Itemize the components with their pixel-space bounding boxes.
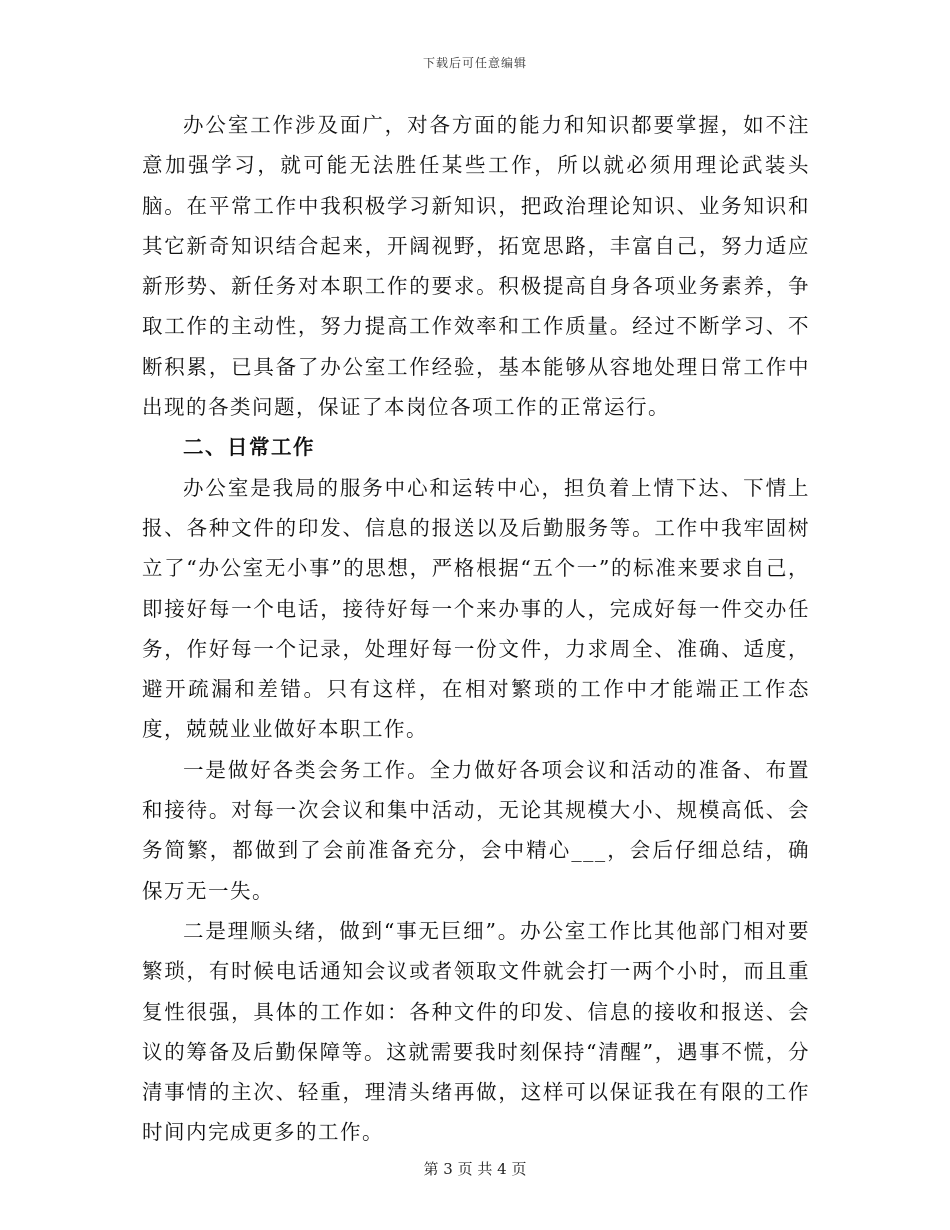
- section-heading-daily-work: 二、日常工作: [183, 435, 315, 460]
- document-body: [142, 105, 810, 1153]
- page-header-note: 下载后可任意编辑: [422, 56, 527, 70]
- page-number: 第 3 页 共 4 页: [423, 1160, 527, 1178]
- paragraph-office-role: 办公室是我局的服务中心和运转中心，担负着上情下达、下情上报、各种文件的印发、信息的报送以及后勤服务等。工作中我牢固树立了“办公室无小事”的思想，严格根据“五个一”的标准来要求自己，即接好每一个电话，接待好每一个来办事的人，完成好每一件交办任务，作好每一个记录，处理好每一份文件，力求周全、准确、适度，避开疏漏和差错。只有这样，在相对繁琐的工作中才能端正工作态度，兢兢业业做好本职工作。: [142, 475, 810, 742]
- paragraph-study: 办公室工作涉及面广，对各方面的能力和知识都要掌握，如不注意加强学习，就可能无法胜任某些工作，所以就必须用理论武装头脑。在平常工作中我积极学习新知识，把政治理论知识、业务知识和其它新奇知识结合起来，开阔视野，拓宽思路，丰富自己，努力适应新形势、新任务对本职工作的要求。积极提高自身各项业务素养，争取工作的主动性，努力提高工作效率和工作质量。经过不断学习、不断积累，已具备了办公室工作经验，基本能够从容地处理日常工作中出现的各类问题，保证了本岗位各项工作的正常运行。: [142, 113, 810, 420]
- paragraph-meeting-work: 一是做好各类会务工作。全力做好各项会议和活动的准备、布置和接待。对每一次会议和集中活动，无论其规模大小、规模高低、会务简繁，都做到了会前准备充分，会中精心___，会后仔细总结，确保万无一失。: [142, 757, 810, 903]
- paragraph-organize-tasks: 二是理顺头绪，做到“事无巨细”。办公室工作比其他部门相对要繁琐，有时候电话通知会议或者领取文件就会打一两个小时，而且重复性很强，具体的工作如：各种文件的印发、信息的接收和报送、会议的筹备及后勤保障等。这就需要我时刻保持“清醒”，遇事不慌，分清事情的主次、轻重，理清头绪再做，这样可以保证我在有限的工作时间内完成更多的工作。: [142, 918, 810, 1145]
